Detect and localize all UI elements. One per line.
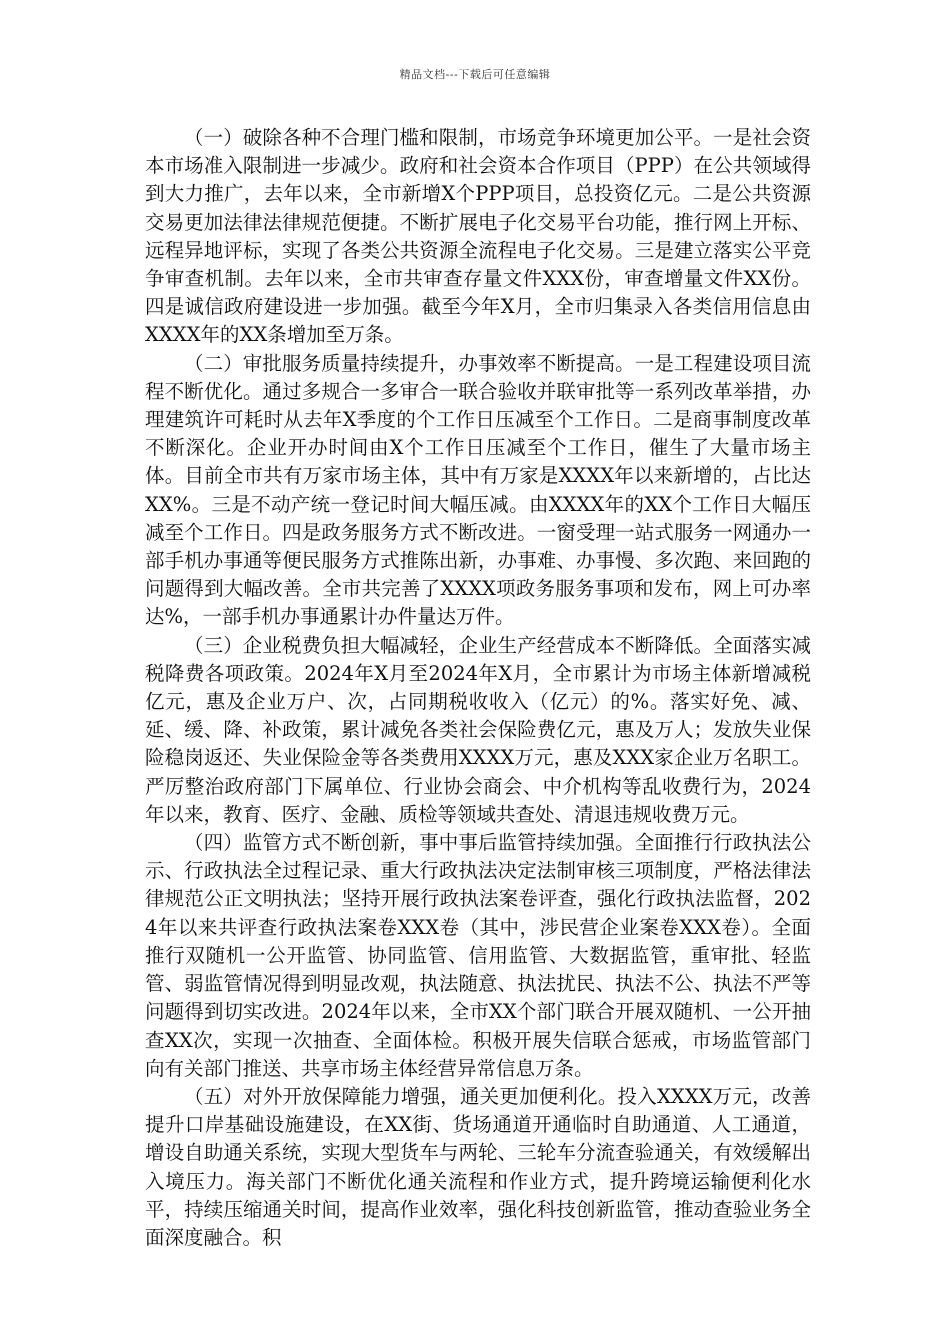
- document-body: [145, 124, 811, 1252]
- paragraph-section-2: （二）审批服务质量持续提升，办事效率不断提高。一是工程建设项目流程不断优化。通过多规合一多审合一联合验收并联审批等一系列改革举措，办理建筑许可耗时从去年X季度的个工作日压减至个工作日。二是商事制度改革不断深化。企业开办时间由X个工作日压减至个工作日，催生了大量市场主体。目前全市共有万家市场主体，其中有万家是XXXX年以来新增的，占比达XX%。三是不动产统一登记时间大幅压减。由XXXX年的XX个工作日大幅压减至个工作日。四是政务服务方式不断改进。一窗受理一站式服务一网通办一部手机办事通等便民服务方式推陈出新，办事难、办事慢、多次跑、来回跑的问题得到大幅改善。全市共完善了XXXX项政务服务事项和发布，网上可办率达%，一部手机办事通累计办件量达万件。: [145, 351, 811, 629]
- paragraph-section-1: （一）破除各种不合理门槛和限制，市场竞争环境更加公平。一是社会资本市场准入限制进一步减少。政府和社会资本合作项目（PPP）在公共领域得到大力推广，去年以来，全市新增X个PPP项目，总投资亿元。二是公共资源交易更加法律法律规范便捷。不断扩展电子化交易平台功能，推行网上开标、远程异地评标，实现了各类公共资源全流程电子化交易。三是建立落实公平竞争审查机制。去年以来，全市共审查存量文件XXX份，审查增量文件XX份。四是诚信政府建设进一步加强。截至今年X月，全市归集录入各类信用信息由XXXX年的XX条增加至万条。: [145, 126, 811, 347]
- paragraph-section-5: （五）对外开放保障能力增强，通关更加便利化。投入XXXX万元，改善提升口岸基础设施建设，在XX街、货场通道开通临时自助通道、人工通道，增设自助通关系统，实现大型货车与两轮、三轮车分流查验通关，有效缓解出入境压力。海关部门不断优化通关流程和作业方式，提升跨境运输便利化水平，持续压缩通关时间，提高作业效率，强化科技创新监管，推动查验业务全面深度融合。积: [145, 1084, 811, 1249]
- page-header: 精品文档---下载后可任意编辑: [399, 68, 551, 81]
- paragraph-section-3: （三）企业税费负担大幅减轻，企业生产经营成本不断降低。全面落实减税降费各项政策。2024年X月至2024年X月，全市累计为市场主体新增减税亿元，惠及企业万户、次，占同期税收收入（亿元）的%。落实好免、减、延、缓、降、补政策，累计减免各类社会保险费亿元，惠及万人；发放失业保险稳岗返还、失业保险金等各类费用XXXX万元，惠及XXX家企业万名职工。严厉整治政府部门下属单位、行业协会商会、中介机构等乱收费行为，2024年以来，教育、医疗、金融、质检等领域共查处、清退违规收费万元。: [145, 633, 811, 826]
- paragraph-section-4: （四）监管方式不断创新，事中事后监管持续加强。全面推行行政执法公示、行政执法全过程记录、重大行政执法决定法制审核三项制度，严格法律法律规范公正文明执法；坚持开展行政执法案卷评查，强化行政执法监督，2024年以来共评查行政执法案卷XXX卷（其中，涉民营企业案卷XXX卷）。全面推行双随机一公开监管、协同监管、信用监管、大数据监管，重审批、轻监管、弱监管情况得到明显改观，执法随意、执法扰民、执法不公、执法不严等问题得到切实改进。2024年以来，全市XX个部门联合开展双随机、一公开抽查XX次，实现一次抽查、全面体检。积极开展失信联合惩戒，市场监管部门向有关部门推送、共享市场主体经营异常信息万条。: [145, 831, 811, 1080]
